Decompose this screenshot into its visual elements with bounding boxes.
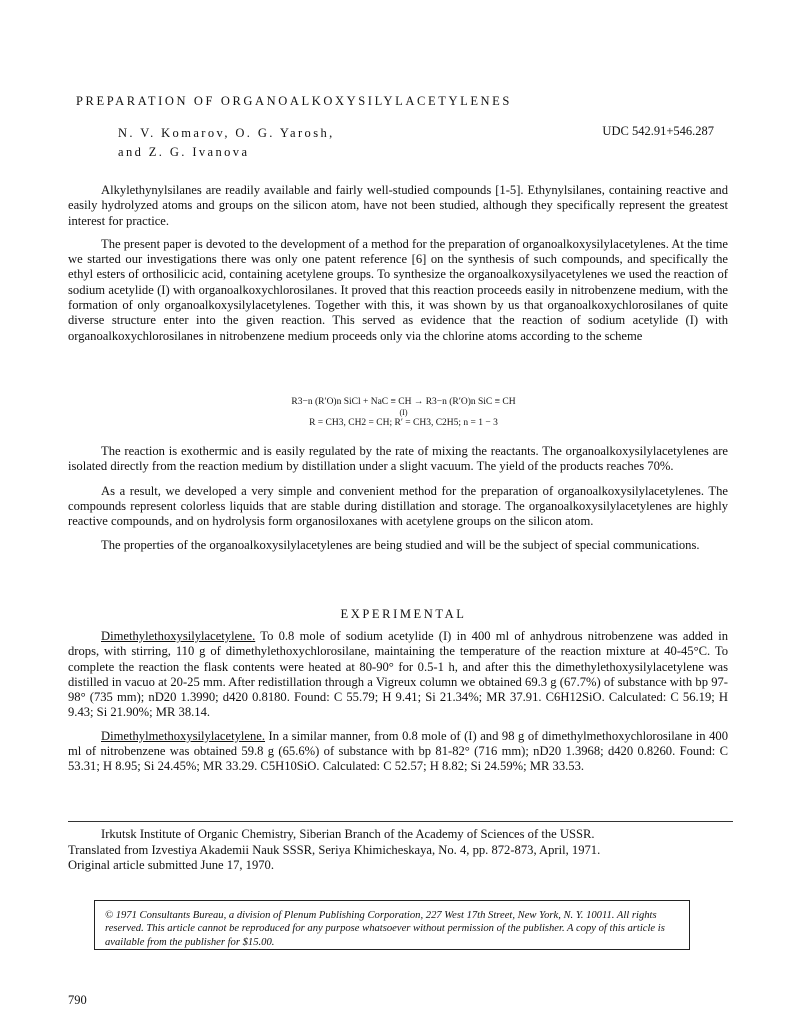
- submission-date: Original article submitted June 17, 1970.: [68, 858, 275, 872]
- footer-notes: [68, 827, 733, 874]
- experiment-1: [68, 629, 728, 721]
- experiment-2-compound: Dimethylmethoxysilylacetylene.: [101, 728, 266, 743]
- paper-title: PREPARATION OF ORGANOALKOXYSILYLACETYLENES: [76, 94, 512, 108]
- footer-divider: [68, 821, 733, 822]
- scheme-equation: R3−n (R′O)n SiCl + NaC ≡ CH → R3−n (R′O)n SiC ≡ CH: [291, 397, 516, 407]
- reaction-scheme: [0, 396, 807, 429]
- authors-line-2: and Z. G. Ivanova: [118, 145, 250, 159]
- page-number: 790: [68, 993, 87, 1007]
- paragraph-5: The properties of the organoalkoxysilylacetylenes are being studied and will be the subject of special communications.: [101, 538, 700, 553]
- copyright-notice: © 1971 Consultants Bureau, a division of Plenum Publishing Corporation, 227 West 17th Street, New York, N. Y. 10011. All rights reserved. This article cannot be reproduced for any purpose whatsoever without permission of the publisher. A copy of this article is available from the publisher for $15.00.: [94, 900, 690, 950]
- scheme-definitions: R = CH3, CH2 = CH; R′ = CH3, C2H5; n = 1 − 3: [309, 418, 498, 428]
- paragraph-4: As a result, we developed a very simple and convenient method for the preparation of organoalkoxysilylacetylenes. The compounds represent colorless liquids that are stable during distillation and storage. The organoalkoxysilylacetylenes are highly reactive compounds, and on hydrolysis form organosiloxanes with acetylene groups on the silicon atom.: [68, 483, 728, 529]
- authors-line-1: N. V. Komarov, O. G. Yarosh,: [118, 126, 335, 140]
- udc-code: UDC 542.91+546.287: [602, 124, 714, 138]
- paragraph-2: The present paper is devoted to the development of a method for the preparation of organoalkoxysilylacetylenes. At the time we started our investigations there was only one patent reference [6] on the synthesis of such compounds, and specifically the ethyl esters of orthosilicic acid, containing acetylene groups. To synthesize the organoalkoxysilyacetylenes we used the reaction of sodium acetylide (I) with organoalkoxychlorosilanes. It proved that this reaction proceeds easily in nitrobenzene medium, with the formation of only organoalkoxysilylacetylenes. Together with this, it was shown by us that organoalkoxychlorosilanes of quite diverse structure enter into the given reaction. This served as evidence that the reaction of sodium acetylide (I) with organoalkoxychlorosilanes in nitrobenzene medium proceeds only via the chlorine atoms according to the scheme: [68, 236, 728, 343]
- author-list: [118, 124, 335, 162]
- experiment-1-text: To 0.8 mole of sodium acetylide (I) in 400 ml of anhydrous nitrobenzene was added in drops, with stirring, 110 g of dimethylethoxychlorosilane, maintaining the temperature of the reaction mixture at 40-45°C. To complete the reaction the flask contents were heated at 80-90° for 0.5-1 h, and after this the dimethylethoxysilylacetylene was distilled in vacuo at 20-25 mm. After redistillation through a Vigreux column we obtained 69.3 g (67.7%) of substance with bp 97-98° (735 mm); nD20 1.3990; d420 0.8180. Found: C 55.79; H 9.41; Si 21.34%; MR 37.91. C6H12SiO. Calculated: C 56.19; H 9.43; Si 21.90%; MR 38.14.: [68, 629, 728, 720]
- experimental-section: [68, 629, 728, 775]
- experimental-heading: EXPERIMENTAL: [340, 607, 467, 621]
- experiment-2: [68, 729, 728, 775]
- intro-section: [68, 183, 728, 344]
- paragraph-1: Alkylethynylsilanes are readily available and fairly well-studied compounds [1-5]. Ethynylsilanes, containing reactive and easily hydrolyzed atoms and groups on the silicon atom, have not been studied, although they specifically represent the greatest interest for practice.: [68, 183, 728, 228]
- discussion-section: [68, 444, 728, 554]
- experiment-2-text: In a similar manner, from 0.8 mole of (I) and 98 g of dimethylmethoxychlorosilane in 400 ml of nitrobenzene was obtained 59.8 g (65.6%) of substance with bp 81-82° (716 mm); nD20 1.3968; d420 0.8260. Found: C 53.31; H 8.95; Si 24.45%; MR 33.29. C5H10SiO. Calculated: C 52.57; H 8.82; Si 24.59%; MR 33.53.: [68, 728, 728, 774]
- experiment-1-compound: Dimethylethoxysilylacetylene.: [101, 629, 256, 643]
- affiliation: Irkutsk Institute of Organic Chemistry, Siberian Branch of the Academy of Sciences of the USSR.: [101, 827, 595, 841]
- scheme-compound-mark: (I): [399, 408, 408, 417]
- paragraph-3: The reaction is exothermic and is easily regulated by the rate of mixing the reactants. The organoalkoxysilylacetylenes are isolated directly from the reaction medium by distillation under a slight vacuum. The yield of the products reaches 70%.: [68, 444, 728, 474]
- translation-source: Translated from Izvestiya Akademii Nauk SSSR, Seriya Khimicheskaya, No. 4, pp. 872-873, April, 1971.: [68, 842, 601, 857]
